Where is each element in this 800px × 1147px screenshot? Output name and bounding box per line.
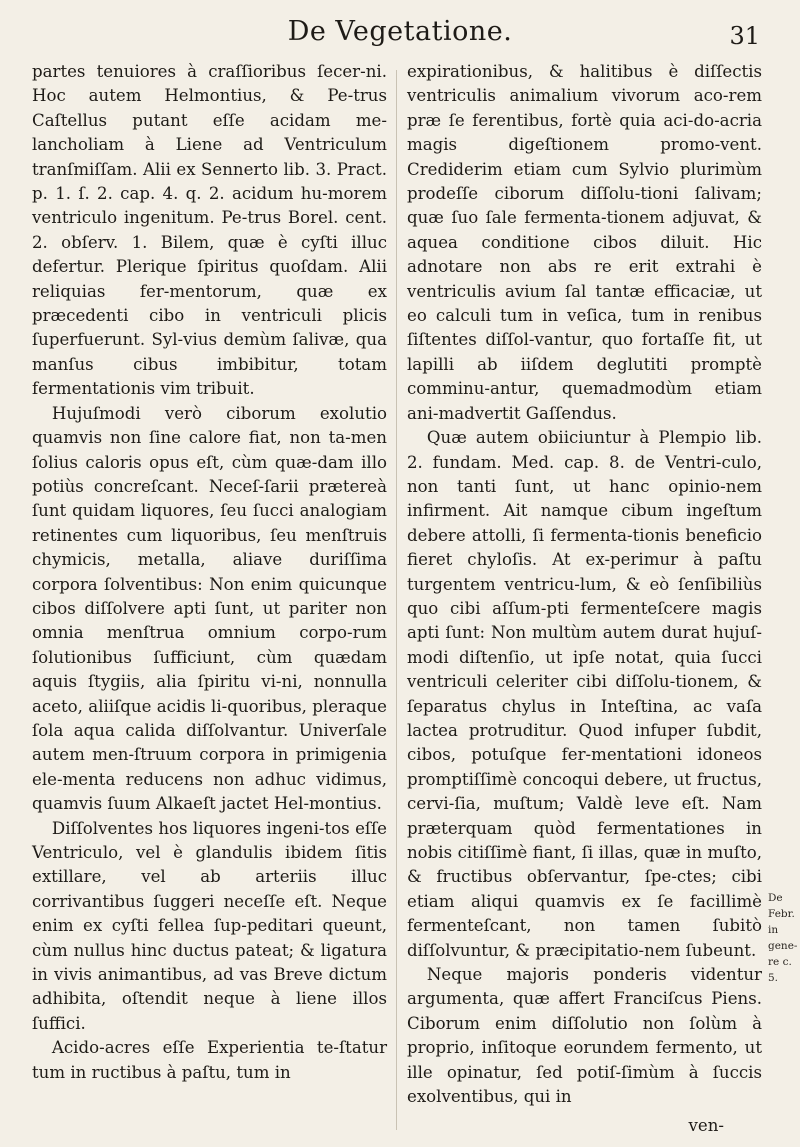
paragraph: expirationibus, & halitibus è diſſectis ventriculis animalium vivorum aco-rem præ ſe ferentibus, fortè quia aci-do-acria magis digeſtionem promo-vent. Crediderim etiam cum Sylvio plurimùm prodeſſe ciborum diſſolu-tioni ſalivam; quæ ſuo ſale fermenta-tionem adjuvat, & aquea conditione cibos diluit. Hic adnotare non abs re erit extrahi è ventriculis avium ſal tantæ efficaciæ, ut eo calculi tum in veſica, tum in renibus ſiſtentes diſſol-vantur, quo fortaſſe fit, ut lapilli ab iiſdem deglutiti promptè comminu-antur, quemadmodùm etiam ani-madvertit Gaſſendus. xyxy=(407,62,762,423)
paragraph: Quæ autem obiiciuntur à Plempio lib. 2. fundam. Med. cap. 8. de Ventri-culo, non tanti ſunt, ut hanc opinio-nem infirment. Ait namque cibum ingeſtum debere attolli, ſi fermenta-tionis beneficio fieret chyloſis. At ex-perimur à paſtu turgentem ventricu-lum, & eò ſenſibiliùs quo cibi aſſum-pti fermenteſcere magis apti ſunt: Non multùm autem durat hujuſ-modi diſtenſio, ut ipſe notat, quia ſucci ventriculi celeriter cibi diſſolu-tionem, & ſeparatus chylus in Inteſtina, ac vaſa lactea protruditur. Quod infuper ſubdit, cibos, potuſque fer-mentationi idoneos promptiſſimè concoqui debere, ut fructus, cervi-ſia, muſtum; Valdè leve eſt. Nam præterquam quòd fermentationes in nobis citiſſimè fiant, ſi illas, quæ in muſto, & fructibus obſervantur, ſpe-ctes; cibi etiam aliqui quamvis ex ſe facillimè fermenteſcant, non tamen ſubitò diſſolvuntur, & præcipitatio-nem ſubeunt. xyxy=(407,428,762,960)
right-column xyxy=(407,60,762,1109)
running-title: De Vegetatione. xyxy=(287,16,513,47)
marginal-note: De Febr. in gene-re c. 5. xyxy=(768,892,798,984)
left-column xyxy=(32,60,387,1085)
paragraph: Acido-acres eſſe Experientia te-ſtatur tum in ructibus à paſtu, tum in xyxy=(32,1038,387,1082)
paragraph: Diſſolventes hos liquores ingeni-tos eſſe Ventriculo, vel è glandulis ibidem ſitis extillare, vel ab arteriis illuc corrivantibus ſuggeri neceſſe eſt. Neque enim ex cyſti fellea ſup-peditari queunt, cùm nullus hinc ductus pateat; & ligatura in vivis animantibus, ad vas Breve dictum adhibita, oſtendit neque à liene illos ſuffici. xyxy=(32,818,387,1033)
catchword: ven- xyxy=(688,1116,724,1135)
page-number: 31 xyxy=(729,22,760,50)
column-divider xyxy=(396,70,397,1130)
paragraph: Neque majoris ponderis videntur argumenta, quæ affert Franciſcus Piens. Ciborum enim diſſolutio non ſolùm à proprio, inſitoque eorundem fermento, ut ille opinatur, ſed potiſ-ſimùm à ſuccis exolventibus, qui in xyxy=(407,965,762,1107)
paragraph: partes tenuiores à craſſioribus ſecer-ni. Hoc autem Helmontius, & Pe-trus Caſtellus putant eſſe acidam me-lancholiam à Liene ad Ventriculum tranſmiſſam. Alii ex Sennerto lib. 3. Pract. p. 1. ſ. 2. cap. 4. q. 2. acidum hu-morem ventriculo ingenitum. Pe-trus Borel. cent. 2. obſerv. 1. Bilem, quæ è cyſti illuc defertur. Plerique ſpiritus quoſdam. Alii reliquias fer-mentorum, quæ ex præcedenti cibo in ventriculi plicis ſuperfuerunt. Syl-vius demùm ſalivæ, qua manſus cibus imbibitur, totam fermentationis vim tribuit. xyxy=(32,62,387,399)
page-header xyxy=(0,10,800,54)
paragraph: Hujuſmodi verò ciborum exolutio quamvis non ſine calore fiat, non ta-men ſolius caloris opus eſt, cùm quæ-dam illo potiùs concreſcant. Neceſ-ſarii prætereà ſunt quidam liquores, ſeu ſucci analogiam retinentes cum liquoribus, ſeu menſtruis chymicis, metalla, aliave duriſſima corpora ſolventibus: Non enim quicunque cibos diſſolvere apti ſunt, ut pariter non omnia menſtrua omnium corpo-rum ſolutionibus ſufficiunt, cùm quædam aquis ſtygiis, alia ſpiritu vi-ni, nonnulla aceto, aliiſque acidis li-quoribus, pleraque ſola aqua calida diſſolvantur. Univerſale autem men-ſtruum corpora in primigenia ele-menta reducens non adhuc vidimus, quamvis ſuum Alkaeſt jactet Hel-montius. xyxy=(32,403,387,814)
